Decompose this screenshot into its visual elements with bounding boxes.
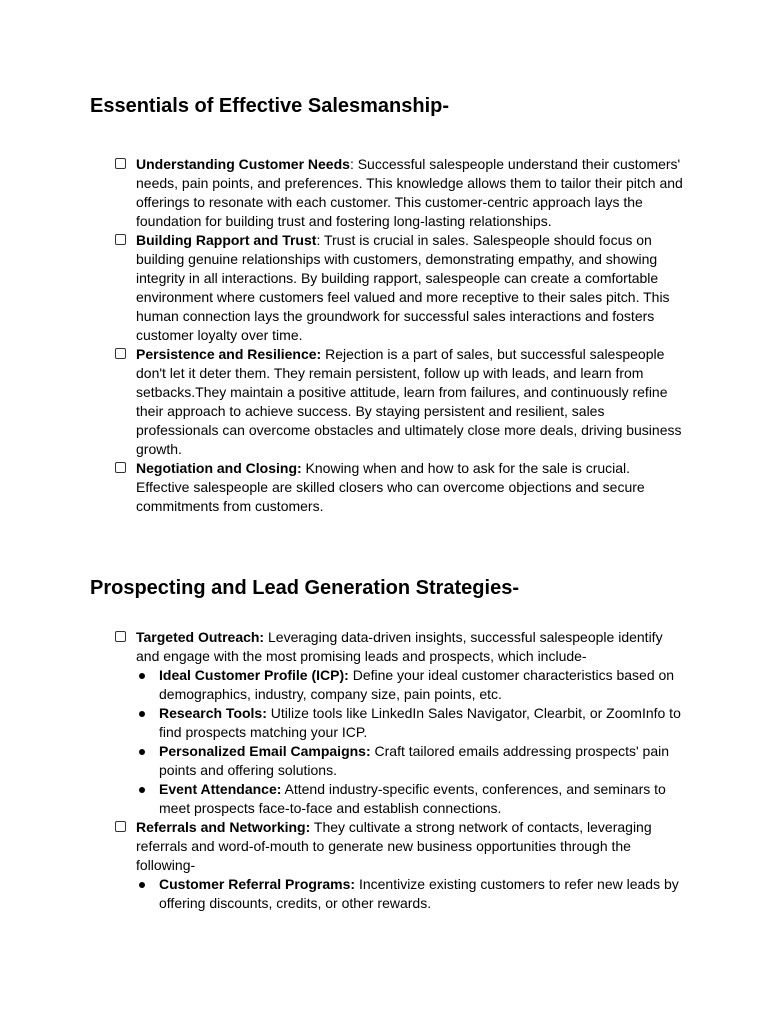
bullet-title: Ideal Customer Profile (ICP): (159, 667, 349, 683)
bullet-text: Incentivize existing customers to refer new leads by offering discounts, credits, or other rewards. (159, 876, 679, 911)
checklist-item (114, 818, 684, 875)
checklist-salesmanship (114, 155, 684, 516)
bullet-item (136, 742, 684, 780)
bullet-icon (139, 749, 145, 755)
section-heading-salesmanship: Essentials of Effective Salesmanship- (90, 95, 450, 117)
bullet-title: Personalized Email Campaigns: (159, 743, 371, 759)
checkbox[interactable] (115, 158, 126, 169)
item-text: : Successful salespeople understand their customers' needs, pain points, and preferences. This knowledge allows them to tailor their pitch and offerings to resonate with each customer. This customer-centric approach lays the foundation for building trust and fostering long-lasting relationships. (136, 156, 683, 229)
checklist-item (114, 155, 684, 231)
item-title: Persistence and Resilience: (136, 346, 322, 362)
checklist-item (114, 459, 684, 516)
bullet-item (136, 666, 684, 704)
item-title: Understanding Customer Needs (136, 156, 350, 172)
item-title: Referrals and Networking: (136, 819, 311, 835)
bullet-text: Craft tailored emails addressing prospects' pain points and offering solutions. (159, 743, 669, 778)
bullet-icon (139, 882, 145, 888)
checkbox[interactable] (115, 234, 126, 245)
bullet-text: Define your ideal customer characteristics based on demographics, industry, company size, pain points, etc. (159, 667, 675, 702)
item-title: Negotiation and Closing: (136, 460, 302, 476)
checklist-item (114, 231, 684, 345)
item-text: : Trust is crucial in sales. Salespeople should focus on building genuine relationships with customers, demonstrating empathy, and showing integrity in all interactions. By building rapport, salespeople can create a comfortable environment where customers feel valued and more receptive to their sales pitch. This human connection lays the groundwork for successful sales interactions and fosters customer loyalty over time. (136, 232, 670, 343)
item-title: Targeted Outreach: (136, 629, 265, 645)
bullet-text: Utilize tools like LinkedIn Sales Navigator, Clearbit, or ZoomInfo to find prospects matching your ICP. (159, 705, 681, 740)
item-title: Building Rapport and Trust (136, 232, 317, 248)
item-text: Leveraging data-driven insights, successful salespeople identify and engage with the most promising leads and prospects, which include- (136, 629, 663, 664)
bullet-item (136, 704, 684, 742)
bullet-item (136, 780, 684, 818)
bullet-text: Attend industry-specific events, conferences, and seminars to meet prospects face-to-face and establish connections. (159, 781, 666, 816)
bullet-title: Research Tools: (159, 705, 267, 721)
bullet-icon (139, 711, 145, 717)
checkbox[interactable] (115, 631, 126, 642)
bullet-title: Event Attendance: (159, 781, 282, 797)
bullet-icon (139, 787, 145, 793)
checklist-item (114, 628, 684, 666)
item-text: Knowing when and how to ask for the sale is crucial. Effective salespeople are skilled closers who can overcome objections and secure commitments from customers. (136, 460, 645, 514)
section-heading-prospecting: Prospecting and Lead Generation Strategies- (90, 577, 519, 599)
checkbox[interactable] (115, 821, 126, 832)
bullet-title: Customer Referral Programs: (159, 876, 356, 892)
item-text: They cultivate a strong network of contacts, leveraging referrals and word-of-mouth to generate new business opportunities through the following- (136, 819, 652, 873)
item-text: Rejection is a part of sales, but successful salespeople don't let it deter them. They remain persistent, follow up with leads, and learn from setbacks.They maintain a positive attitude, learn from failures, and continuously refine their approach to achieve success. By staying persistent and resilient, sales professionals can overcome obstacles and ultimately close more deals, driving business growth. (136, 346, 682, 457)
checklist-prospecting (114, 628, 684, 913)
checkbox[interactable] (115, 348, 126, 359)
bullet-icon (139, 673, 145, 679)
checkbox[interactable] (115, 462, 126, 473)
checklist-item (114, 345, 684, 459)
bullet-item (136, 875, 684, 913)
